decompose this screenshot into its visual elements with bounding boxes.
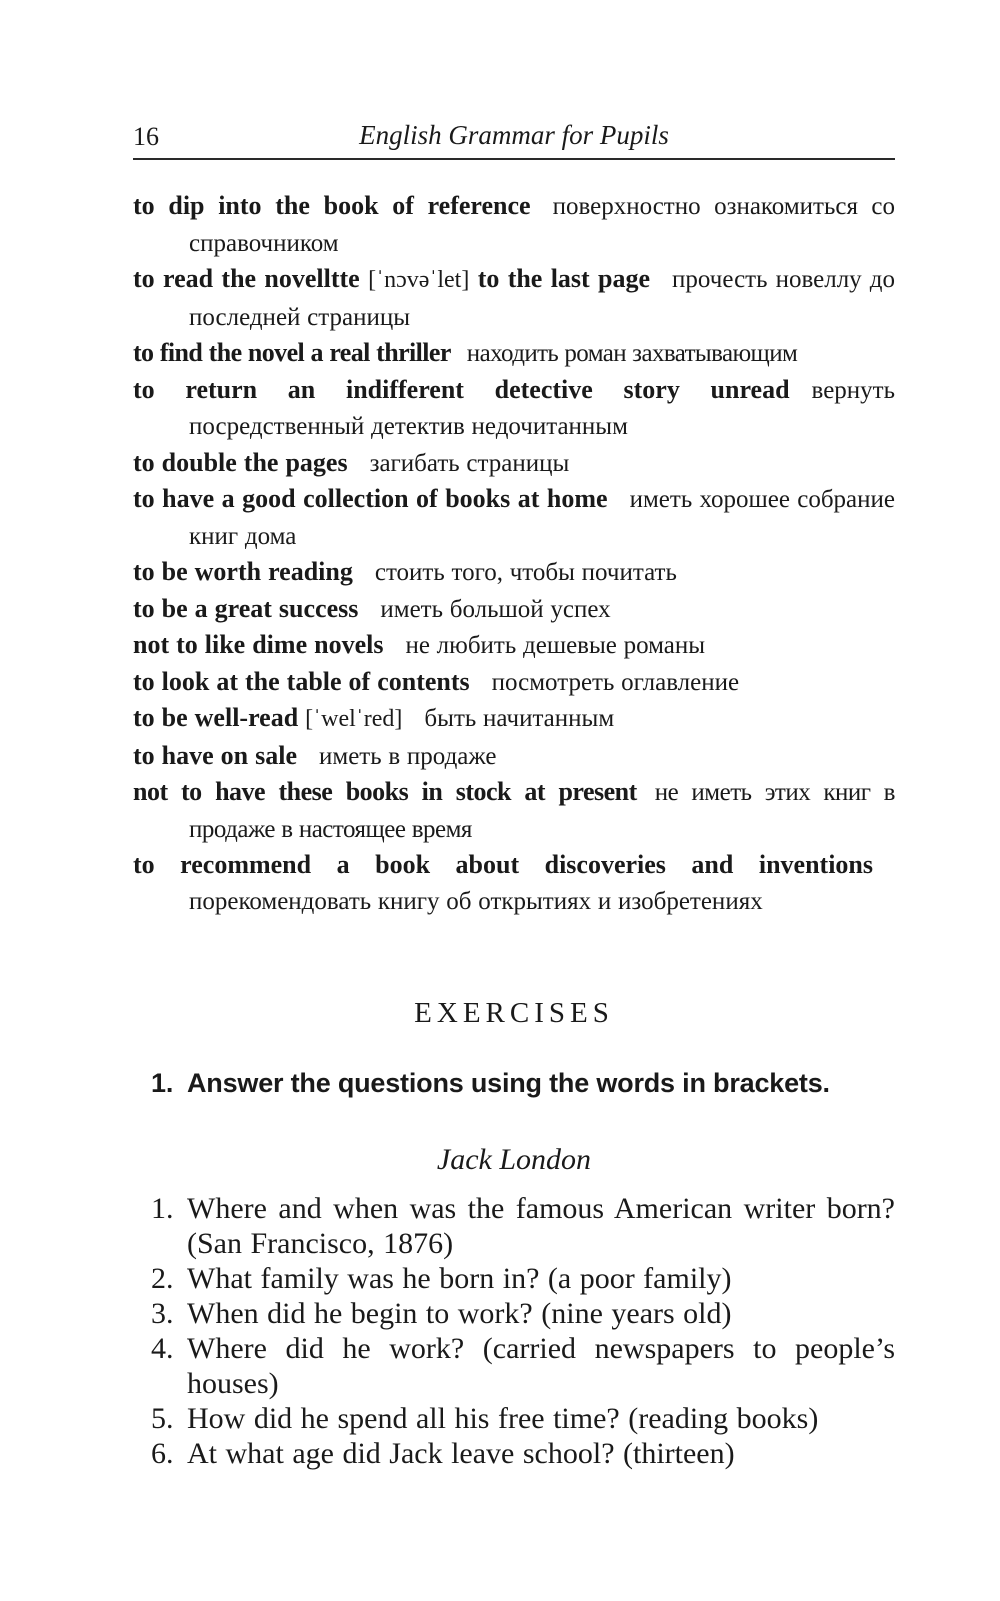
vocab-term: to recommend a book about discoveries and inventions — [133, 850, 873, 879]
vocab-term: not to have these books in stock at present — [133, 777, 637, 806]
exercise-instruction: Answer the questions using the words in brackets. — [187, 1068, 830, 1098]
vocab-translation: иметь хорошее собрание книг дома — [189, 486, 895, 550]
vocab-translation: вернуть посредственный детектив недочитанным — [189, 376, 895, 440]
vocab-entry — [133, 627, 895, 664]
question-item — [133, 1436, 895, 1471]
vocab-entry — [133, 591, 895, 628]
vocab-translation: быть начитанным — [424, 705, 615, 732]
vocab-entry — [133, 445, 895, 482]
vocab-term: to have on sale — [133, 740, 297, 770]
vocab-phonetic: [ˈnɔvəˈlet] — [368, 267, 470, 293]
vocab-term: to read the novelltte — [133, 264, 360, 293]
vocab-translation: стоить того, чтобы почитать — [374, 559, 677, 586]
vocab-term: to look at the table of contents — [133, 666, 470, 696]
vocab-term: to dip into the book of reference — [133, 191, 531, 220]
question-item — [133, 1296, 895, 1331]
exercise-heading — [151, 1068, 895, 1099]
vocab-translation: поверхностно ознакомиться со справочником — [189, 193, 895, 257]
question-number: 3. — [151, 1297, 174, 1330]
vocab-term: to be well-read — [133, 703, 299, 732]
vocab-entry — [133, 481, 895, 554]
vocab-term: to be worth reading — [133, 557, 353, 586]
vocab-entry — [133, 847, 895, 919]
question-item — [133, 1261, 895, 1296]
question-text: At what age did Jack leave school? (thirteen) — [187, 1437, 735, 1470]
question-text: When did he begin to work? (nine years old) — [187, 1297, 732, 1330]
section-heading: EXERCISES — [414, 997, 614, 1029]
running-head — [133, 110, 895, 160]
vocab-entry — [133, 664, 895, 701]
question-number: 5. — [151, 1402, 174, 1435]
vocab-entry — [133, 261, 895, 335]
question-item — [133, 1331, 895, 1401]
vocab-entry — [133, 335, 895, 372]
page-number: 16 — [133, 122, 159, 151]
question-text: What family was he born in? (a poor family) — [187, 1262, 732, 1295]
vocab-translation: порекомендовать книгу об открытиях и изобретениях — [189, 887, 763, 915]
question-text: How did he spend all his free time? (reading books) — [187, 1402, 819, 1435]
vocab-entry — [133, 188, 895, 261]
vocab-translation: посмотреть оглавление — [491, 668, 740, 696]
vocab-term: to return an indifferent detective story unread — [133, 374, 790, 404]
vocab-phonetic: [ˈwelˈred] — [305, 706, 403, 732]
vocab-term: to find the novel a real thriller — [133, 338, 451, 367]
book-title: English Grammar for Pupils — [359, 120, 669, 150]
exercise-subtitle: Jack London — [436, 1143, 592, 1176]
question-number: 4. — [151, 1332, 174, 1365]
question-number: 1. — [151, 1192, 174, 1225]
question-item — [133, 1401, 895, 1436]
vocab-translation: иметь в продаже — [319, 742, 497, 770]
vocab-translation: не иметь этих книг в продаже в настоящее время — [189, 779, 895, 843]
question-list — [133, 1191, 895, 1471]
vocab-term: not to like dime novels — [133, 630, 384, 659]
question-number: 6. — [151, 1437, 174, 1470]
vocab-translation: не любить дешевые романы — [405, 632, 706, 659]
vocab-term: to have a good collection of books at home — [133, 484, 608, 513]
question-number: 2. — [151, 1262, 174, 1295]
question-text: Where and when was the famous American writer born? (San Francisco, 1876) — [187, 1192, 895, 1260]
vocab-translation: прочесть новеллу до последней страницы — [189, 266, 895, 331]
vocab-term-continued: to the last page — [477, 264, 651, 293]
exercise-number: 1. — [151, 1068, 174, 1098]
book-page — [133, 110, 895, 1471]
vocab-entry — [133, 774, 895, 847]
vocab-translation: загибать страницы — [369, 449, 570, 477]
vocab-entry — [133, 700, 895, 738]
vocabulary-list — [133, 188, 895, 919]
vocab-entry — [133, 554, 895, 591]
question-item — [133, 1191, 895, 1261]
vocab-translation: находить роман захватывающим — [466, 340, 798, 367]
vocab-translation: иметь большой успех — [380, 595, 611, 623]
vocab-entry — [133, 372, 895, 445]
vocab-entry — [133, 738, 895, 775]
vocab-term: to be a great success — [133, 593, 359, 623]
vocab-term: to double the pages — [133, 447, 348, 477]
question-text: Where did he work? (carried newspapers to people’s houses) — [187, 1332, 895, 1400]
